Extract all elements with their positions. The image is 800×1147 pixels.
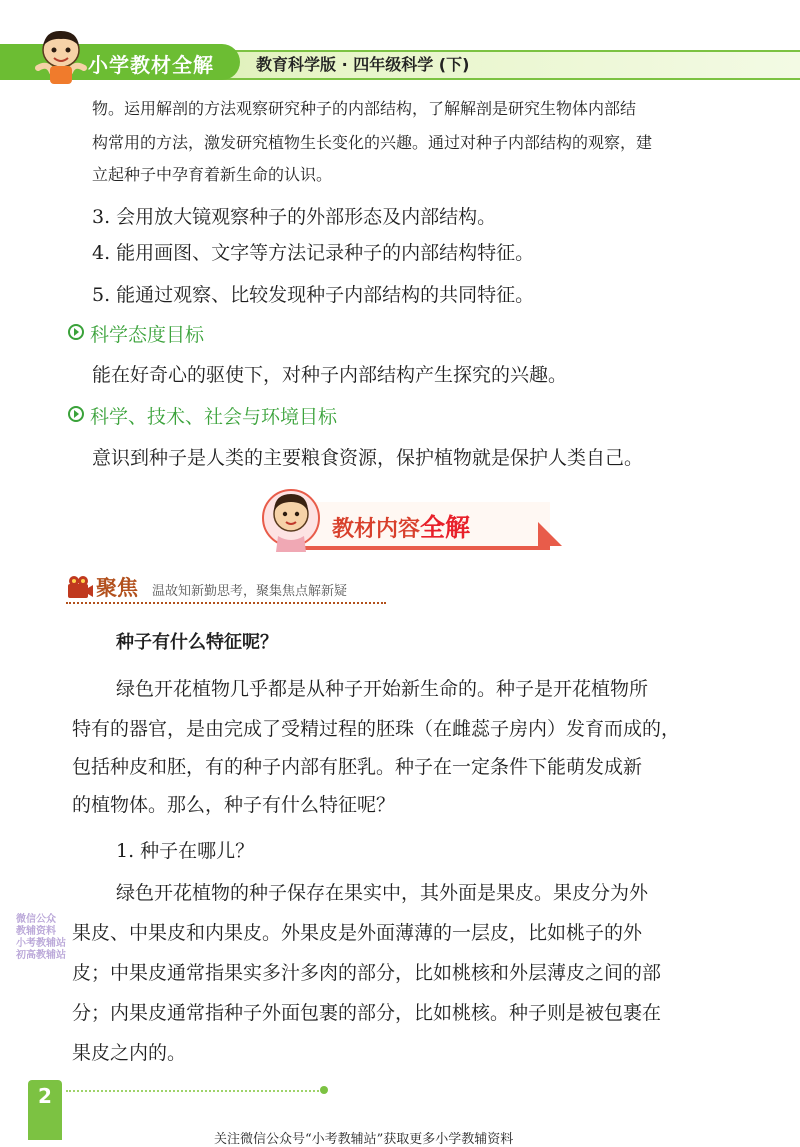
- footer-note: 关注微信公众号“小考教辅站”获取更多小学教辅资料: [214, 1132, 514, 1147]
- paragraph-line: 果皮、中果皮和内果皮。外果皮是外面薄薄的一层皮，比如桃子的外: [72, 922, 643, 944]
- paragraph-line: 皮；中果皮通常指果实多汁多肉的部分，比如桃核和外层薄皮之间的部: [72, 962, 662, 984]
- banner-text: 教材内容: [332, 517, 421, 542]
- bullet-target-icon: [68, 406, 84, 422]
- page-number: 2: [38, 1084, 52, 1108]
- sts-text: 意识到种子是人类的主要粮食资源，保护植物就是保护人类自己。: [92, 447, 644, 469]
- footer-rule: [66, 1090, 326, 1092]
- paragraph-line: 绿色开花植物几乎都是从种子开始新生命的。种子是开花植物所: [116, 678, 649, 700]
- stamp-line: 小考教辅站: [16, 938, 66, 949]
- paragraph-line: 包括种皮和胚，有的种子内部有胚乳。种子在一定条件下能萌发成新: [72, 756, 643, 778]
- paragraph-line: 特有的器官，是由完成了受精过程的胚珠（在雌蕊子房内）发育而成的，: [72, 718, 681, 740]
- sts-heading-text: 科学、技术、社会与环境目标: [90, 406, 338, 428]
- edition-label: 教育科学版 · 四年级科学 (下): [256, 55, 470, 74]
- stamp-line: 教辅资料: [16, 926, 56, 937]
- stamp-line: 微信公众: [16, 914, 56, 925]
- focus-title: 聚焦: [96, 576, 138, 600]
- focus-subtitle: 温故知新勤思考，聚集焦点解新疑: [152, 584, 348, 599]
- banner-title: [332, 508, 470, 544]
- brand-title: 小学教材全解: [88, 53, 214, 77]
- section-banner: [260, 484, 560, 564]
- sts-heading: [68, 402, 337, 429]
- boy-mascot-icon: [30, 28, 92, 84]
- film-camera-icon: [66, 574, 94, 600]
- stamp-line: 初高教辅站: [16, 950, 66, 961]
- focus-label: [66, 570, 396, 606]
- footer-dot: [320, 1086, 328, 1094]
- skill-item: 3. 会用放大镜观察种子的外部形态及内部结构。: [92, 206, 497, 228]
- question-title: 种子有什么特征呢？: [116, 632, 278, 653]
- bullet-target-icon: [68, 324, 84, 340]
- watermark-stamp: [16, 914, 76, 962]
- paragraph-line: 果皮之内的。: [72, 1042, 187, 1064]
- attitude-text: 能在好奇心的驱使下，对种子内部结构产生探究的兴趣。: [92, 364, 568, 386]
- attitude-heading: [68, 320, 204, 347]
- intro-line: 物。运用解剖的方法观察研究种子的内部结构，了解解剖是研究生物体内部结: [92, 99, 637, 118]
- focus-underline: [66, 602, 386, 604]
- skill-item: 4. 能用画图、文字等方法记录种子的内部结构特征。: [92, 242, 535, 264]
- page-header: [0, 28, 800, 84]
- attitude-heading-text: 科学态度目标: [90, 324, 205, 346]
- sub-item: 1. 种子在哪儿？: [116, 840, 255, 862]
- paragraph-line: 的植物体。那么，种子有什么特征呢？: [72, 794, 396, 816]
- intro-line: 立起种子中孕育着新生命的认识。: [92, 165, 333, 184]
- paragraph-line: 分；内果皮通常指种子外面包裹的部分，比如桃核。种子则是被包裹在: [72, 1002, 662, 1024]
- girl-mascot-icon: [260, 484, 322, 556]
- skill-item: 5. 能通过观察、比较发现种子内部结构的共同特征。: [92, 284, 535, 306]
- banner-strong-text: 全解: [420, 513, 471, 542]
- intro-line: 构常用的方法，激发研究植物生长变化的兴趣。通过对种子内部结构的观察，建: [92, 133, 653, 152]
- paragraph-line: 绿色开花植物的种子保存在果实中，其外面是果皮。果皮分为外: [116, 882, 649, 904]
